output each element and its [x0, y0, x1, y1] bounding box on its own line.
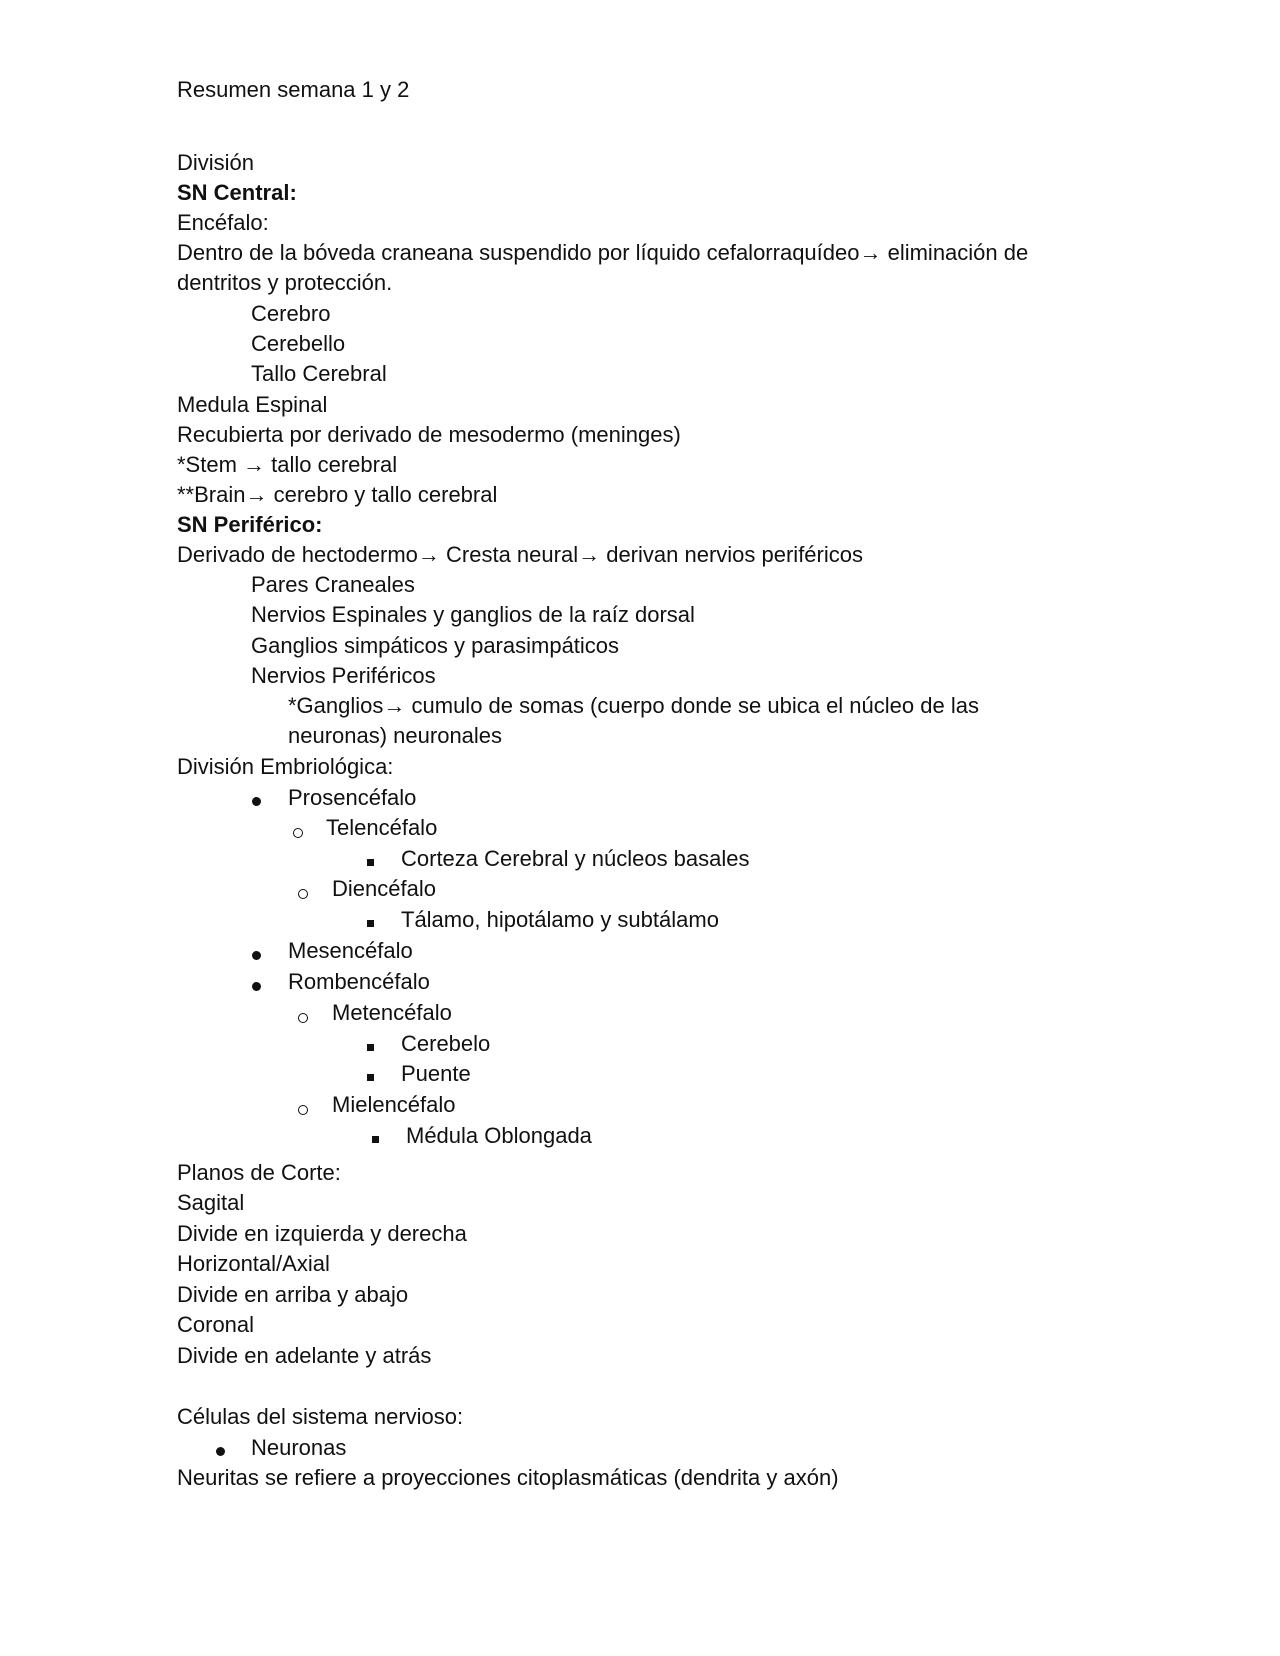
note-brain: **Brain→ cerebro y tallo cerebral — [177, 482, 498, 507]
text-sagital: Sagital — [177, 1190, 245, 1215]
text-horizontal: Horizontal/Axial — [177, 1251, 330, 1276]
item-cerebello: Cerebello — [251, 331, 346, 356]
heading-celulas: Células del sistema nervioso: — [177, 1404, 464, 1429]
text-encefalo: Encéfalo: — [177, 210, 269, 235]
bullet-square-icon — [367, 1074, 374, 1081]
bullet-circle-icon — [298, 1013, 308, 1023]
doc-title: Resumen semana 1 y 2 — [177, 77, 410, 102]
heading-planos-de-corte: Planos de Corte: — [177, 1160, 341, 1185]
bullet-square-icon — [367, 1044, 374, 1051]
heading-sn-periferico: SN Periférico: — [177, 512, 323, 537]
text-sagital-desc: Divide en izquierda y derecha — [177, 1221, 467, 1246]
item-cerebro: Cerebro — [251, 301, 331, 326]
bullet-square-icon — [367, 920, 374, 927]
text-derivado: Derivado de hectodermo→ Cresta neural→ derivan nervios periféricos — [177, 542, 863, 567]
list-item-telencefalo: Telencéfalo — [326, 815, 438, 840]
bullet-square-icon — [367, 859, 374, 866]
note-ganglios-1: *Ganglios→ cumulo de somas (cuerpo donde se ubica el núcleo de las — [288, 693, 979, 718]
text-encefalo-desc-1: Dentro de la bóveda craneana suspendido por líquido cefalorraquídeo→ eliminación de — [177, 240, 1029, 265]
text-coronal: Coronal — [177, 1312, 255, 1337]
list-item-neuronas: Neuronas — [251, 1435, 347, 1460]
text-encefalo-desc-2: dentritos y protección. — [177, 270, 393, 295]
list-item-puente: Puente — [401, 1061, 471, 1086]
list-item-prosencefalo: Prosencéfalo — [288, 785, 417, 810]
heading-division-embriologica: División Embriológica: — [177, 754, 394, 779]
list-item-mielencefalo: Mielencéfalo — [332, 1092, 456, 1117]
note-ganglios-2: neuronas) neuronales — [288, 723, 503, 748]
list-item-mesencefalo: Mesencéfalo — [288, 938, 413, 963]
item-nervios-perifericos: Nervios Periféricos — [251, 663, 436, 688]
list-item-rombencefalo: Rombencéfalo — [288, 969, 430, 994]
text-horizontal-desc: Divide en arriba y abajo — [177, 1282, 409, 1307]
list-item-corteza: Corteza Cerebral y núcleos basales — [401, 846, 750, 871]
bullet-dot-icon — [216, 1447, 225, 1456]
list-item-medula-oblongada: Médula Oblongada — [406, 1123, 592, 1148]
item-nervios-espinales: Nervios Espinales y ganglios de la raíz dorsal — [251, 602, 695, 627]
text-medula-espinal: Medula Espinal — [177, 392, 328, 417]
list-item-cerebelo: Cerebelo — [401, 1031, 491, 1056]
item-ganglios-simpaticos: Ganglios simpáticos y parasimpáticos — [251, 633, 620, 658]
text-coronal-desc: Divide en adelante y atrás — [177, 1343, 432, 1368]
bullet-dot-icon — [252, 951, 261, 960]
list-item-metencefalo: Metencéfalo — [332, 1000, 452, 1025]
bullet-dot-icon — [252, 982, 261, 991]
list-item-talamo: Tálamo, hipotálamo y subtálamo — [401, 907, 719, 932]
list-item-diencefalo: Diencéfalo — [332, 876, 436, 901]
text-neuritas: Neuritas se refiere a proyecciones citoplasmáticas (dendrita y axón) — [177, 1465, 839, 1490]
heading-sn-central: SN Central: — [177, 180, 297, 205]
bullet-circle-icon — [293, 828, 303, 838]
bullet-circle-icon — [298, 1105, 308, 1115]
bullet-square-icon — [372, 1136, 379, 1143]
section-division: División — [177, 150, 255, 175]
item-tallo-cerebral: Tallo Cerebral — [251, 361, 387, 386]
text-recubierta: Recubierta por derivado de mesodermo (meninges) — [177, 422, 681, 447]
bullet-dot-icon — [252, 797, 261, 806]
note-stem: *Stem → tallo cerebral — [177, 452, 398, 477]
bullet-circle-icon — [298, 889, 308, 899]
item-pares-craneales: Pares Craneales — [251, 572, 415, 597]
